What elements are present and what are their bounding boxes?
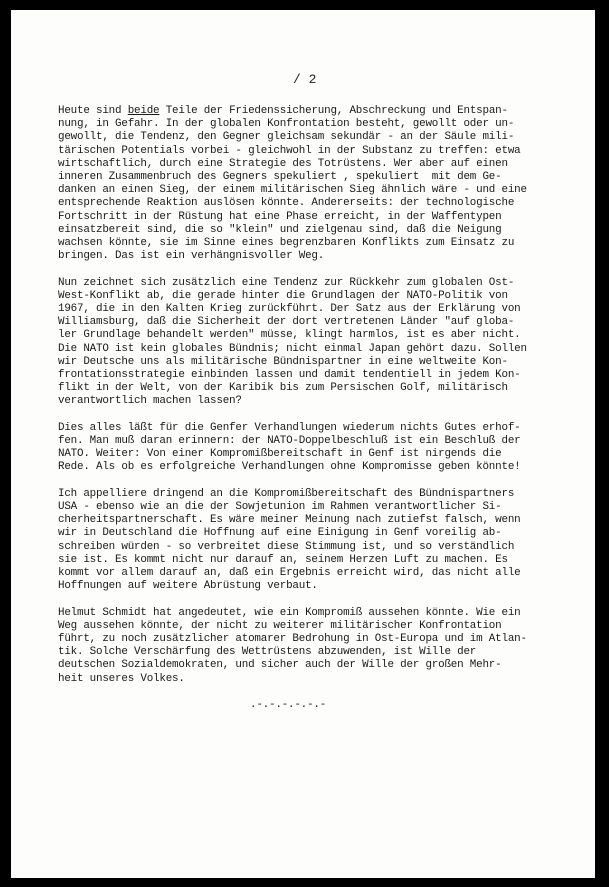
paragraph (58, 488, 595, 594)
body-text (58, 105, 595, 712)
text-line: sie ist. Es kommt nicht nur darauf an, seinem Herzen Luft zu machen. Es (58, 553, 508, 566)
text-line: tik. Solche Verschärfung des Wettrüstens abzuwenden, ist Wille der (58, 646, 477, 659)
text-line: fen. Man muß daran erinnern: der NATO-Doppelbeschluß ist ein Beschluß der (58, 435, 521, 448)
text-segment: Teile der Friedenssicherung, Abschreckung und Entspan- (159, 105, 508, 117)
text-line: heit unseres Volkes. (58, 672, 185, 685)
text-line: kommt vor allem darauf an, daß ein Ergebnis erreicht wird, das nicht alle (58, 567, 521, 580)
paragraph (58, 422, 595, 475)
text-line: inneren Zusammenbruch des Gegners spekuliert , spekuliert mit dem Ge- (58, 171, 502, 184)
text-line: Dies alles läßt für die Genfer Verhandlungen wiederum nichts Gutes erhof- (58, 421, 521, 434)
text-line: Williamsburg, daß die Sicherheit der dort vertretenen Länder "auf globa- (58, 316, 515, 329)
text-line: wir Deutsche uns als militärische Bündnispartner in eine weltweite Kon- (58, 355, 508, 368)
underlined-word: beide (127, 105, 160, 117)
text-line: einsatzbereit sind, die so "klein" und zielgenau sind, daß die Neigung (58, 223, 502, 236)
text-line: Die NATO ist kein globales Bündnis; nicht einmal Japan gehört dazu. Sollen (58, 342, 527, 355)
text-line: frontationsstrategie einbinden lassen und damit tendentiell in jedem Kon- (58, 369, 521, 382)
text-segment: Heute sind (58, 105, 128, 117)
paragraph (58, 105, 595, 263)
text-line: bringen. Das ist ein verhängnisvoller Weg. (58, 250, 325, 263)
text-line: Helmut Schmidt hat angedeutet, wie ein Kompromiß aussehen könnte. Wie ein (58, 606, 521, 619)
text-line: Hoffnungen auf weitere Abrüstung verbaut. (58, 580, 318, 593)
text-line: Fortschritt in der Rüstung hat eine Phase erreicht, in der Waffentypen (58, 210, 502, 223)
text-line: nung, in Gefahr. In der globalen Konfrontation besteht, gewollt oder un- (58, 118, 515, 131)
text-line: Weg aussehen könnte, der nicht zu weiterer militärischer Konfrontation (58, 619, 502, 632)
text-line: wirtschaftlich, durch eine Strategie des Totrüstens. Wer aber auf einen (58, 157, 508, 170)
text-line: wachsen könnte, sie im Sinne eines begrenzbaren Konflikts zum Einsatz zu (58, 237, 515, 250)
text-line: Nun zeichnet sich zusätzlich eine Tendenz zur Rückkehr zum globalen Ost- (58, 276, 515, 289)
text-line: führt, zu noch zusätzlicher atomarer Bedrohung in Ost-Europa und im Atlan- (58, 633, 527, 646)
paragraph (58, 277, 595, 409)
text-line: danken an einen Sieg, der einem militärischen Sieg ähnlich wäre - und eine (58, 184, 527, 197)
text-line: West-Konflikt ab, die gerade hinter die Grundlagen der NATO-Politik von (58, 289, 508, 302)
document-page (11, 10, 595, 878)
text-line: schreiben würden - so verbreitet diese Stimmung ist, und so verständlich (58, 540, 515, 553)
text-line: deutschen Sozialdemokraten, und sicher auch der Wille der großen Mehr- (58, 659, 502, 672)
text-line: flikt in der Welt, von der Karibik bis zum Persischen Golf, militärisch (58, 382, 508, 395)
text-line: tärischen Potentials vorbei - gleichwohl in der Substanz zu treffen: etwa (58, 144, 521, 157)
text-line: entsprechende Reaktion auslösen könnte. Andererseits: der technologische (58, 197, 515, 210)
text-line: verantwortlich machen lassen? (58, 395, 242, 408)
text-line: wir in Deutschland die Hoffnung auf eine Einigung in Genf voreilig ab- (58, 527, 502, 540)
paragraph (58, 607, 595, 686)
text-line: Rede. Als ob es erfolgreiche Verhandlungen ohne Kompromisse geben könnte! (58, 461, 521, 474)
text-line: USA - ebenso wie an die der Sowjetunion im Rahmen verantwortlicher Si- (58, 501, 502, 514)
text-line: cherheitspartnerschaft. Es wäre meiner Meinung nach zutiefst falsch, wenn (58, 514, 521, 527)
text-line: NATO. Weiter: Von einer Kompromißbereitschaft in Genf ist nirgends die (58, 448, 502, 461)
page-number: / 2 (293, 72, 317, 87)
text-line: ler Grundlage behandelt werden" müsse, klingt harmlos, ist es aber nicht. (58, 329, 521, 342)
text-line: Ich appelliere dringend an die Kompromißbereitschaft des Bündnispartners (58, 487, 515, 500)
closing-mark: .-.-.-.-.-.- (250, 699, 327, 712)
text-line: 1967, die in den Kalten Krieg zurückführt. Der Satz aus der Erklärung von (58, 303, 521, 316)
text-line (58, 105, 595, 118)
text-line: gewollt, die Tendenz, den Gegner gleichsam sekundär - an der Säule mili- (58, 131, 515, 144)
